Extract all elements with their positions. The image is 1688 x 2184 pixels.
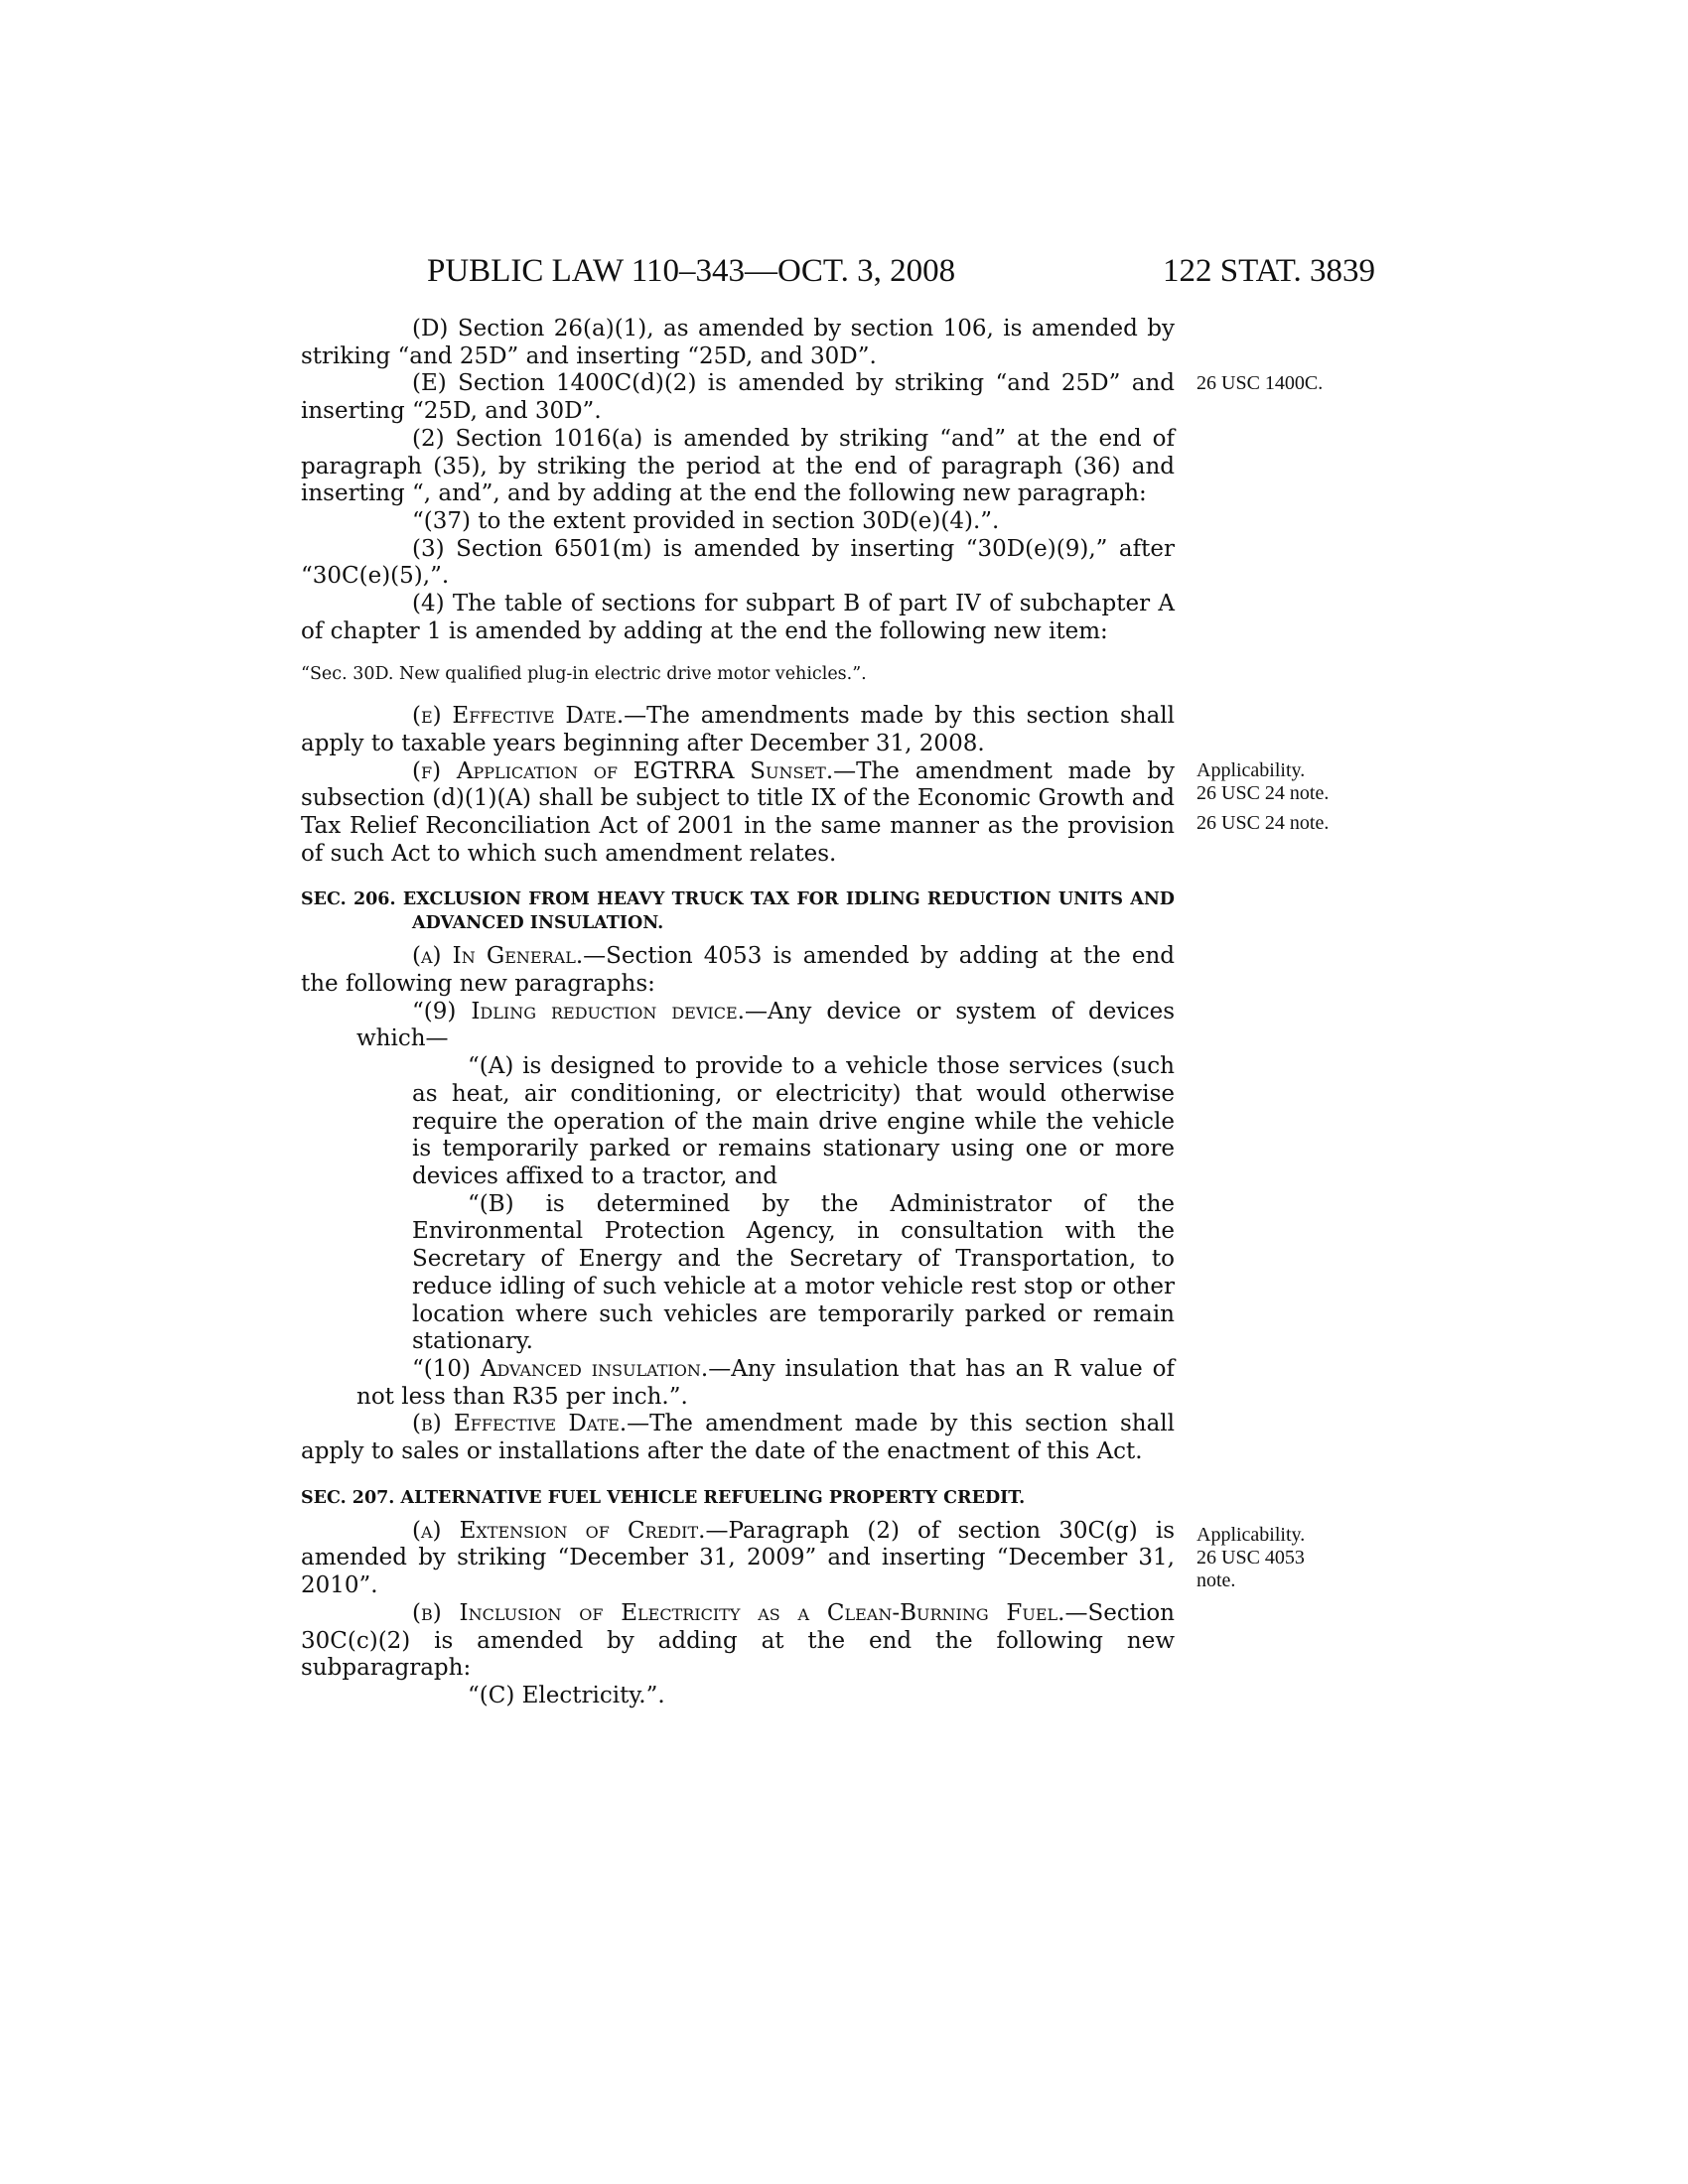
- subsection-e-text: —The amendments made by this section shall apply to taxable years beginning after December 31, 2008.: [301, 703, 1175, 756]
- section-206-b-text: —The amendment made by this section shall apply to sales or installations after the date of the enactment of this Act.: [301, 1411, 1176, 1465]
- paragraph-9-heading: “(9) Idling reduction device.: [412, 998, 745, 1024]
- subsection-e: [301, 703, 1175, 757]
- subsection-f-heading: (f) Application of EGTRRA Sunset.: [412, 757, 834, 784]
- margin-note-applicability-2: [1196, 1524, 1305, 1592]
- section-206-heading: SEC. 206. EXCLUSION FROM HEAVY TRUCK TAX FOR IDLING REDUCTION UNITS AND ADVANCED INSULATION.: [301, 889, 1175, 934]
- section-207-a-heading: (a) Extension of Credit.: [412, 1517, 706, 1544]
- paragraph-3: (3) Section 6501(m) is amended by inserting “30D(e)(9),” after “30C(e)(5),”.: [301, 535, 1175, 590]
- section-207-b-heading: (b) Inclusion of Electricity as a Clean-Burning Fuel.: [412, 1599, 1065, 1626]
- paragraph-10-heading: “(10) Advanced insulation.: [412, 1355, 709, 1382]
- subparagraph-b: “(B) is determined by the Administrator of the Environmental Protection Agency, in consultation with the Secretary of Energy and the Secretary of Transportation, to reduce idling of such vehicle at a motor vehicle rest stop or other location where such vehicles are temporarily parked or remain stationary.: [412, 1190, 1175, 1355]
- page-header: [298, 253, 1375, 293]
- margin-note-note: note.: [1196, 1570, 1236, 1591]
- section-206-a: [301, 943, 1175, 998]
- statute-page-number: 122 STAT. 3839: [1162, 253, 1375, 289]
- paragraph-d: (D) Section 26(a)(1), as amended by section 106, is amended by striking “and 25D” and inserting “25D, and 30D”.: [301, 316, 1175, 369]
- margin-note-usc-24-note-2: 26 USC 24 note.: [1196, 812, 1330, 834]
- subsection-f: [301, 758, 1175, 869]
- section-207-b-text: —Section 30C(c)(2) is amended by adding at the end the following new subparagraph:: [301, 1599, 1175, 1682]
- subsection-f-text: —The amendment made by subsection (d)(1)(A) shall be subject to title IX of the Economic Growth and Tax Relief Reconciliation Act of 2001 in the same manner as the provision of such Act to which such amendment relates.: [301, 757, 1176, 867]
- margin-note-applicability-label: Applicability.: [1196, 759, 1306, 781]
- table-item: “Sec. 30D. New qualified plug-in electric drive motor vehicles.”.: [301, 664, 867, 685]
- section-207-a-text: —Paragraph (2) of section 30C(g) is amended by striking “December 31, 2009” and inserting “December 31, 2010”.: [301, 1517, 1175, 1599]
- margin-note-usc-4053: 26 USC 4053: [1196, 1547, 1305, 1569]
- margin-note-usc-1400c: 26 USC 1400C.: [1196, 372, 1324, 394]
- subparagraph-a: “(A) is designed to provide to a vehicle those services (such as heat, air conditioning, or electricity) that would otherwise require the operation of the main drive engine while the vehicle is temporarily parked or remains stationary using one or more devices affixed to a tractor, and: [412, 1053, 1175, 1189]
- paragraph-4: (4) The table of sections for subpart B of part IV of subchapter A of chapter 1 is amended by adding at the end the following new item:: [301, 591, 1175, 644]
- header-title: PUBLIC LAW 110–343—OCT. 3, 2008: [427, 253, 956, 289]
- paragraph-2: (2) Section 1016(a) is amended by striking “and” at the end of paragraph (35), by striking the period at the end of paragraph (36) and inserting “, and”, and by adding at the end the following new paragraph:: [301, 425, 1175, 507]
- section-206-a-heading: (a) In General.: [412, 943, 584, 970]
- margin-note-applicability-1: [1196, 759, 1329, 805]
- section-207-heading: SEC. 207. ALTERNATIVE FUEL VEHICLE REFUELING PROPERTY CREDIT.: [301, 1487, 1026, 1508]
- paragraph-e: (E) Section 1400C(d)(2) is amended by striking “and 25D” and inserting “25D, and 30D”.: [301, 370, 1175, 425]
- margin-note-usc-24-note: 26 USC 24 note.: [1196, 782, 1330, 804]
- margin-note-applicability-label-2: Applicability.: [1196, 1524, 1306, 1546]
- paragraph-9: [301, 999, 1175, 1053]
- subparagraph-c: “(C) Electricity.”.: [468, 1682, 665, 1708]
- section-207-a: [301, 1518, 1175, 1600]
- paragraph-37: “(37) to the extent provided in section 30D(e)(4).”.: [412, 507, 1000, 534]
- paragraph-10-text: —Any insulation that has an R value of not less than R35 per inch.”.: [356, 1355, 1176, 1410]
- section-206-b-heading: (b) Effective Date.: [412, 1411, 628, 1437]
- paragraph-9-text: —Any device or system of devices which—: [356, 998, 1176, 1052]
- section-207-b: [301, 1600, 1175, 1683]
- section-206-a-text: —Section 4053 is amended by adding at the end the following new paragraphs:: [301, 943, 1175, 998]
- subsection-e-heading: (e) Effective Date.: [412, 703, 625, 730]
- section-206-b: [301, 1411, 1175, 1465]
- document-body: [301, 316, 1175, 1710]
- paragraph-10: [301, 1356, 1175, 1411]
